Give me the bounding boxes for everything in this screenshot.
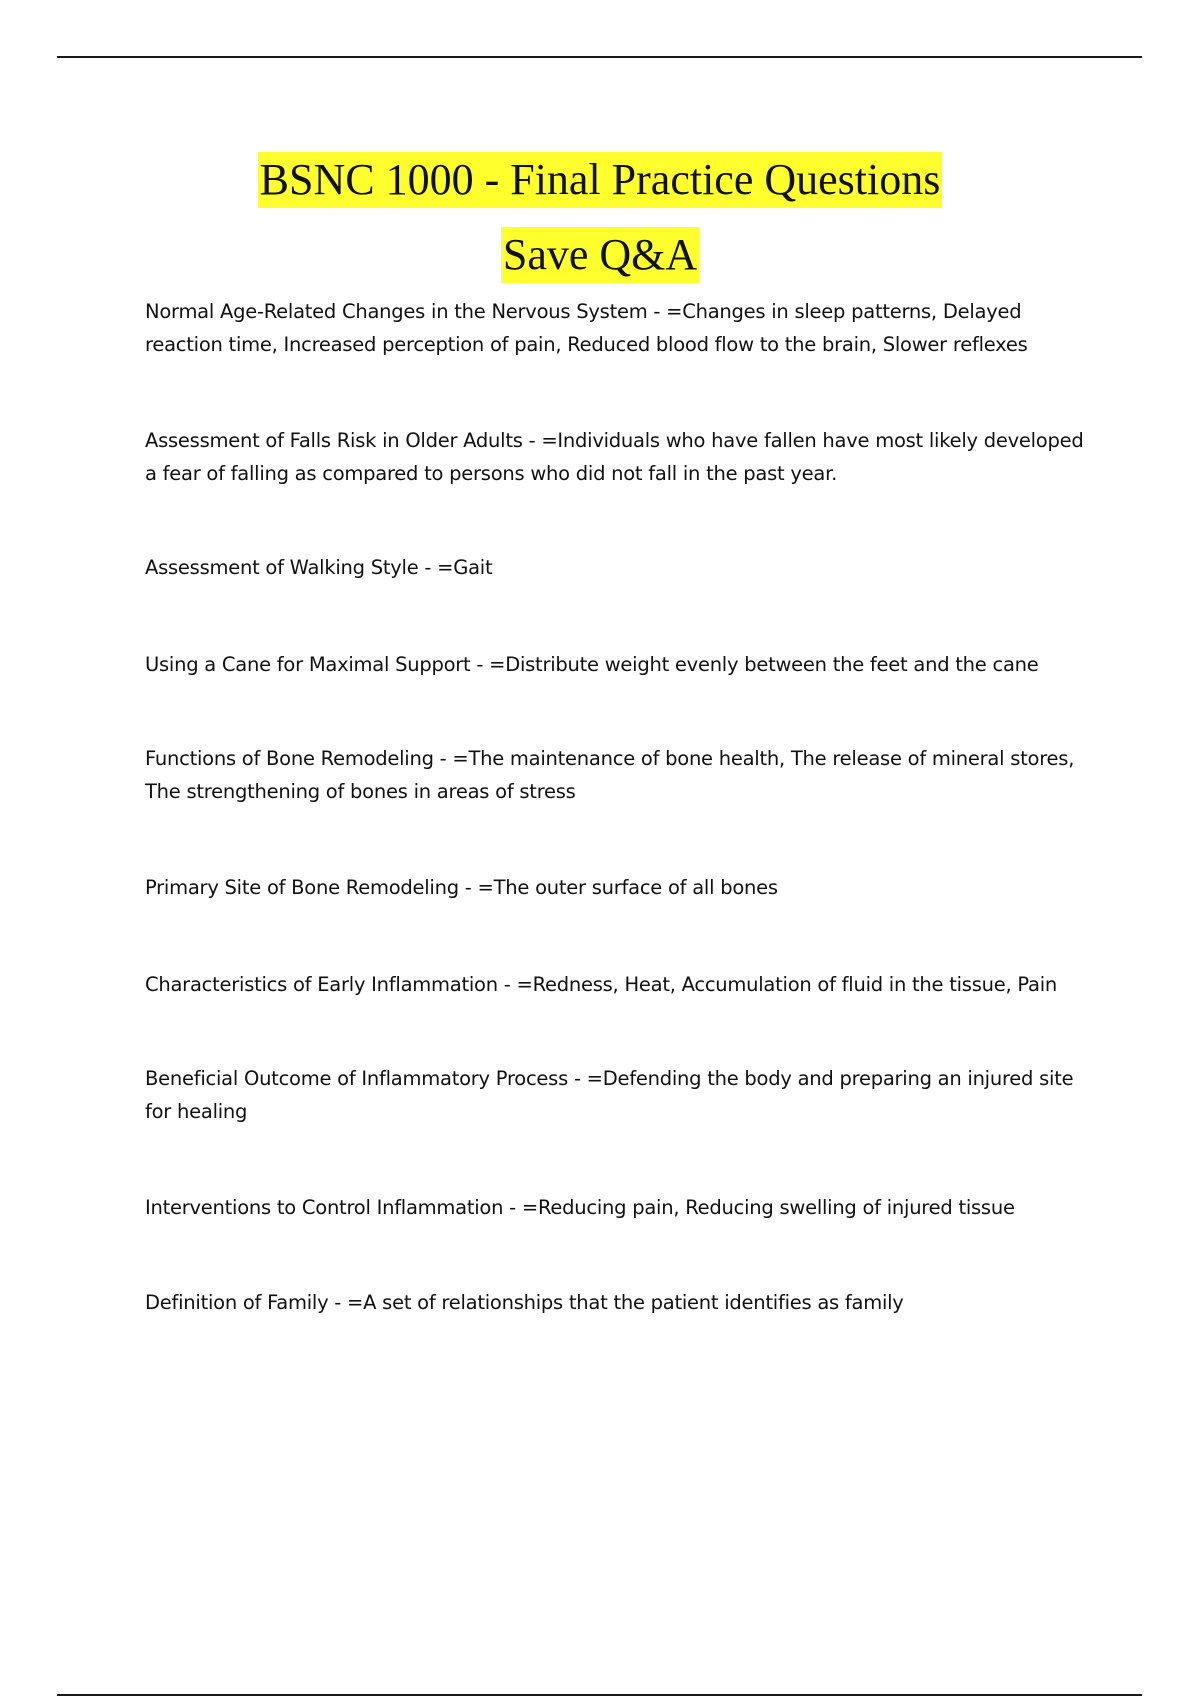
qa-item-bone-remodeling-site: Primary Site of Bone Remodeling - =The outer surface of all bones xyxy=(145,876,778,899)
bottom-divider xyxy=(57,1694,1142,1696)
document-title xyxy=(0,142,1200,292)
qa-item-nervous-system: Normal Age-Related Changes in the Nervous System - =Changes in sleep patterns, Delayed reaction time, Increased perception of pain, Reduced blood flow to the brain, Slower reflexes xyxy=(145,300,1028,356)
qa-item-falls-risk: Assessment of Falls Risk in Older Adults - =Individuals who have fallen have most likely developed a fear of falling as compared to persons who did not fall in the past year. xyxy=(145,429,1084,485)
qa-item-walking-style: Assessment of Walking Style - =Gait xyxy=(145,556,493,579)
title-line-1: BSNC 1000 - Final Practice Questions xyxy=(258,152,943,208)
qa-item-inflammatory-outcome: Beneficial Outcome of Inflammatory Process - =Defending the body and preparing an injured site for healing xyxy=(145,1067,1074,1123)
qa-item-early-inflammation: Characteristics of Early Inflammation - =Redness, Heat, Accumulation of fluid in the tissue, Pain xyxy=(145,972,1057,996)
qa-item-family-definition: Definition of Family - =A set of relationships that the patient identifies as family xyxy=(145,1290,904,1314)
top-divider xyxy=(57,56,1142,58)
qa-item-inflammation-interventions: Interventions to Control Inflammation - =Reducing pain, Reducing swelling of injured tissue xyxy=(145,1196,1015,1219)
title-line-2: Save Q&A xyxy=(501,227,699,283)
qa-item-bone-remodeling-functions: Functions of Bone Remodeling - =The maintenance of bone health, The release of mineral stores, The strengthening of bones in areas of stress xyxy=(145,747,1075,803)
qa-list xyxy=(145,296,1090,1319)
qa-item-cane-support: Using a Cane for Maximal Support - =Distribute weight evenly between the feet and the cane xyxy=(145,652,1039,676)
